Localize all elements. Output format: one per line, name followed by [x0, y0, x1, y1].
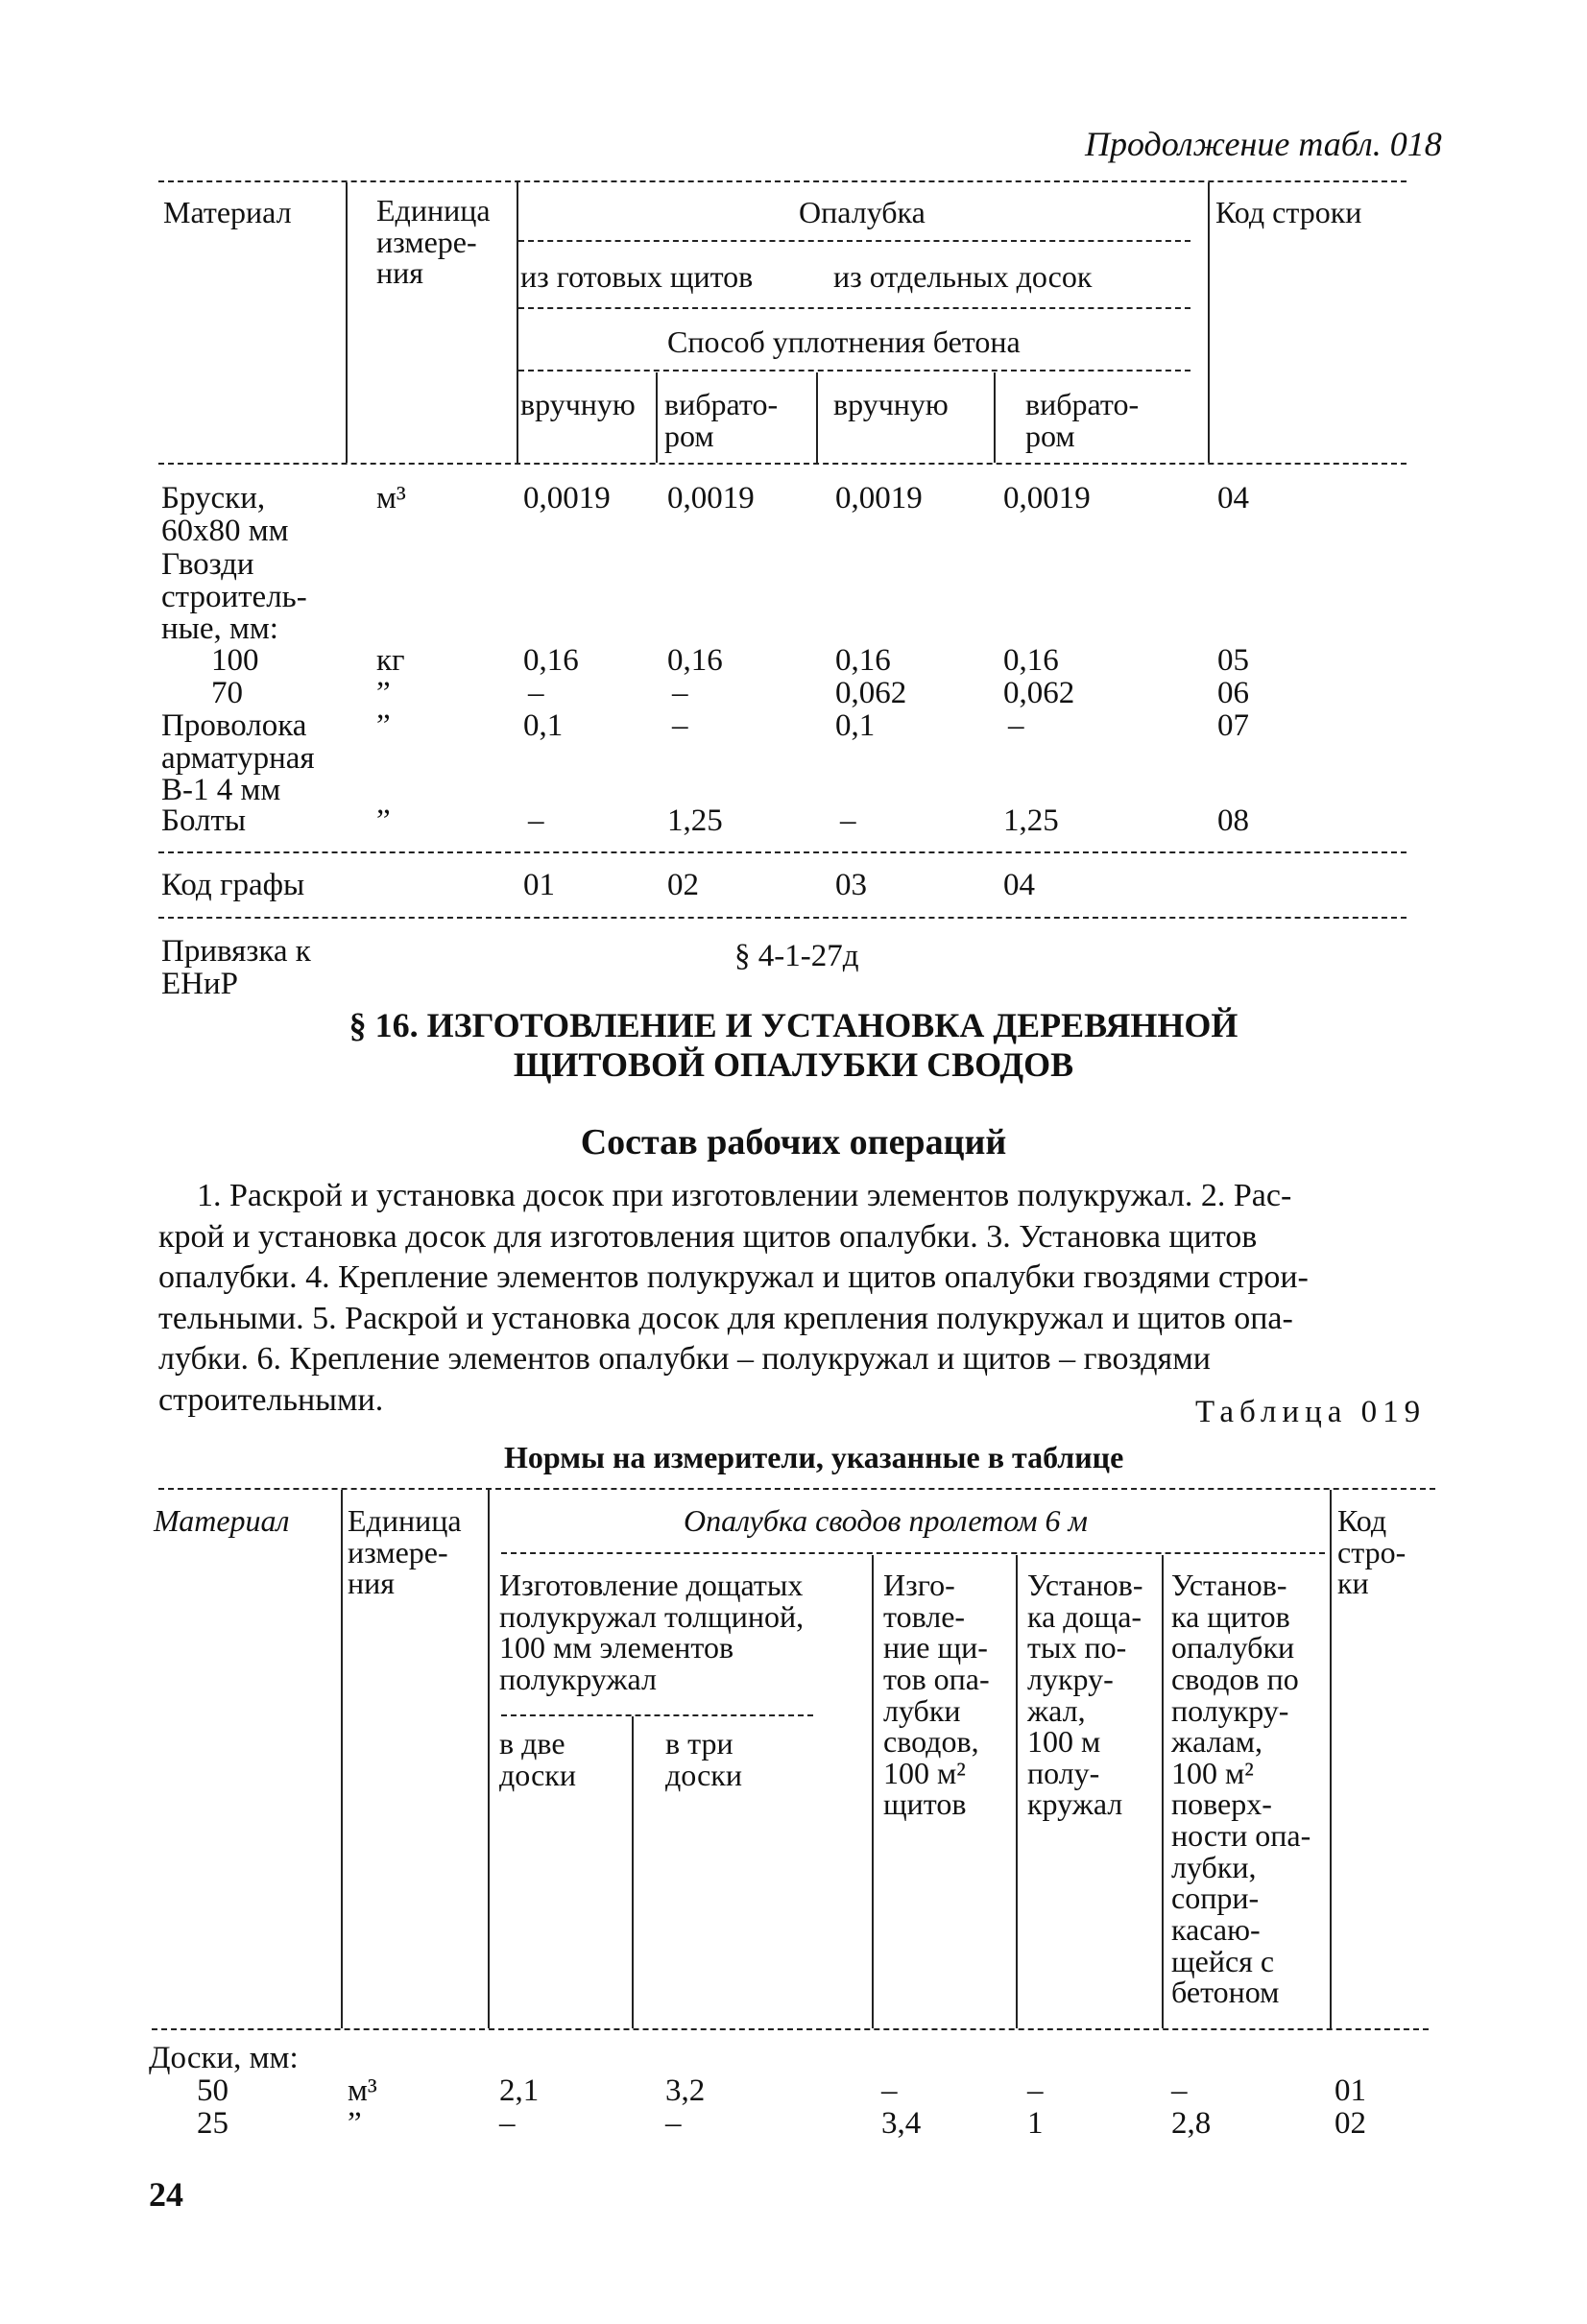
t018-row-code: 05 [1217, 643, 1249, 678]
t019-row-code: 02 [1335, 2106, 1366, 2141]
t018-header-ready-shields: из готовых щитов [520, 259, 754, 294]
t018-line-body-bottom [158, 851, 1407, 853]
t018-binding-value: § 4-1-27д [734, 939, 859, 973]
t019-header-install-shields: Установ- ка щитов опалубки сводов по полукру- жалам, 100 м² поверх- ности опа- лубки, сопри- касаю- щейся с бетоном [1171, 1568, 1311, 2010]
t019-row-unit: ” [348, 2106, 362, 2141]
t018-header-vibro-1: вибрато- ром [664, 387, 779, 453]
t018-line-h3 [518, 370, 1190, 371]
t018-header-manual-2: вручную [833, 387, 949, 421]
t018-cell: 1,25 [1003, 803, 1059, 838]
t018-row-code: 04 [1217, 481, 1249, 515]
t018-vline-6 [1208, 182, 1210, 463]
t018-row-material: Болты [161, 803, 247, 838]
t019-cell: – [1171, 2073, 1188, 2108]
t019-cell: – [665, 2106, 682, 2141]
t019-header-install-boards: Установ- ка доща- тых по- лукру- жал, 100 м полу- кружал [1027, 1568, 1143, 1822]
t018-vline-4 [816, 372, 818, 463]
t018-vline-1 [346, 182, 348, 463]
t018-column-code: 02 [667, 868, 699, 902]
t018-line-header-bottom [158, 463, 1407, 465]
t019-line-h2 [501, 1714, 813, 1716]
t018-row-code: 06 [1217, 676, 1249, 710]
operations-title: Состав рабочих операций [580, 1122, 1007, 1162]
t019-cell: 2,8 [1171, 2106, 1212, 2141]
t018-cell: 0,062 [835, 676, 907, 710]
t019-header-material: Материал [154, 1503, 290, 1538]
t019-header-two-boards: в две доски [499, 1726, 576, 1792]
t018-row-material: Бруски, 60х80 мм [161, 481, 289, 548]
t019-row-material: Доски, мм: [149, 2041, 299, 2075]
norms-title: Нормы на измерители, указанные в таблице [504, 1440, 1124, 1474]
t018-cell: 1,25 [667, 803, 723, 838]
operations-paragraph: 1. Раскрой и установка досок при изготовлении элементов полукружал. 2. Рас- крой и установка досок для изготовления щитов опалубки. 3. Установка щитов опалубки. 4. Крепление элементов полукружал и щитов опалубки гвоздями строи- тельными. 5. Раскрой и установка досок для крепления полукружал и щитов опа- лубки. 6. Крепление элементов опалубки – полукружал и щитов – гвоздями строительными. [158, 1178, 1309, 1418]
t018-vline-5 [994, 372, 996, 463]
t019-cell: – [1027, 2073, 1044, 2108]
t018-header-unit: Единица измере- ния [376, 193, 491, 291]
t018-cell: 0,16 [667, 643, 723, 678]
t018-cell: – [528, 676, 544, 710]
t018-cell: 0,16 [835, 643, 891, 678]
t018-cell: 0,1 [523, 708, 564, 743]
t019-row-material: 25 [197, 2106, 228, 2141]
t018-header-material: Материал [163, 195, 292, 229]
table-019-label: Таблица 019 [1195, 1395, 1427, 1429]
t018-column-code: 01 [523, 868, 555, 902]
t018-line-h2 [518, 307, 1190, 309]
t019-vline-7 [1330, 1490, 1332, 2028]
t018-row-unit: ” [376, 708, 391, 743]
t019-row-material: 50 [197, 2073, 228, 2108]
t018-header-manual-1: вручную [520, 387, 636, 421]
t019-cell: 3,4 [881, 2106, 922, 2141]
t018-header-code: Код строки [1215, 195, 1362, 229]
t019-header-unit: Единица измере- ния [348, 1503, 462, 1601]
t019-line-header-bottom [152, 2028, 1429, 2030]
section-title: § 16. ИЗГОТОВЛЕНИЕ И УСТАНОВКА ДЕРЕВЯННОЙ ЩИТОВОЙ ОПАЛУБКИ СВОДОВ [349, 1006, 1238, 1085]
t018-row-material: 100 [211, 643, 259, 678]
t018-row-unit: ” [376, 803, 391, 838]
t019-header-three-boards: в три доски [665, 1726, 742, 1792]
t018-line-codes-bottom [158, 917, 1407, 919]
t018-cell: – [1008, 708, 1024, 743]
t019-header-make-shields: Изго- товле- ние щи- тов опа- лубки сводов, 100 м² щитов [883, 1568, 990, 1822]
t019-header-make-semicircles: Изготовление дощатых полукружал толщиной, 100 мм элементов полукружал [499, 1568, 805, 1696]
t018-header-compaction-method: Способ уплотнения бетона [667, 324, 1021, 359]
t019-cell: – [499, 2106, 516, 2141]
t018-cell: 0,0019 [1003, 481, 1091, 515]
t018-row-code: 07 [1217, 708, 1249, 743]
t018-header-formwork: Опалубка [799, 195, 926, 229]
t018-cell: 0,16 [523, 643, 579, 678]
t019-vline-3 [632, 1716, 634, 2028]
t018-line-h1 [518, 240, 1190, 242]
t018-cell: – [672, 676, 688, 710]
t018-row-code: 08 [1217, 803, 1249, 838]
t018-column-code-label: Код графы [161, 868, 305, 902]
t018-column-code: 03 [835, 868, 867, 902]
t018-cell: – [840, 803, 856, 838]
t018-row-unit: ” [376, 676, 391, 710]
t018-column-code: 04 [1003, 868, 1035, 902]
t018-row-material: Гвозди строитель- ные, мм: [161, 547, 307, 647]
t019-cell: 1 [1027, 2106, 1044, 2141]
t019-header-span: Опалубка сводов пролетом 6 м [684, 1503, 1088, 1538]
t018-row-material: Проволока арматурная В-1 4 мм [161, 708, 315, 808]
t018-row-material: 70 [211, 676, 243, 710]
t018-cell: 0,16 [1003, 643, 1059, 678]
t019-cell: – [881, 2073, 898, 2108]
t019-header-code: Код стро- ки [1337, 1503, 1407, 1601]
t019-cell: 2,1 [499, 2073, 540, 2108]
t018-cell: 0,0019 [523, 481, 611, 515]
t018-vline-3 [656, 372, 658, 463]
t018-cell: 0,1 [835, 708, 876, 743]
t019-vline-1 [341, 1490, 343, 2028]
t018-binding-label: Привязка к ЕНиР [161, 934, 311, 1001]
page-number: 24 [149, 2175, 183, 2214]
t019-vline-6 [1162, 1555, 1164, 2028]
continuation-label: Продолжение табл. 018 [1085, 125, 1442, 163]
t018-cell: 0,0019 [667, 481, 755, 515]
t018-cell: – [528, 803, 544, 838]
t018-row-unit: м³ [376, 481, 406, 515]
t018-header-vibro-2: вибрато- ром [1025, 387, 1140, 453]
t019-row-code: 01 [1335, 2073, 1366, 2108]
t019-line-h1 [501, 1552, 1325, 1554]
t018-cell: – [672, 708, 688, 743]
t019-row-unit: м³ [348, 2073, 377, 2108]
t019-cell: 3,2 [665, 2073, 706, 2108]
t019-line-top [158, 1488, 1435, 1490]
t018-cell: 0,0019 [835, 481, 923, 515]
t018-header-separate-boards: из отдельных досок [833, 259, 1093, 294]
t018-row-unit: кг [376, 643, 405, 678]
t018-cell: 0,062 [1003, 676, 1075, 710]
